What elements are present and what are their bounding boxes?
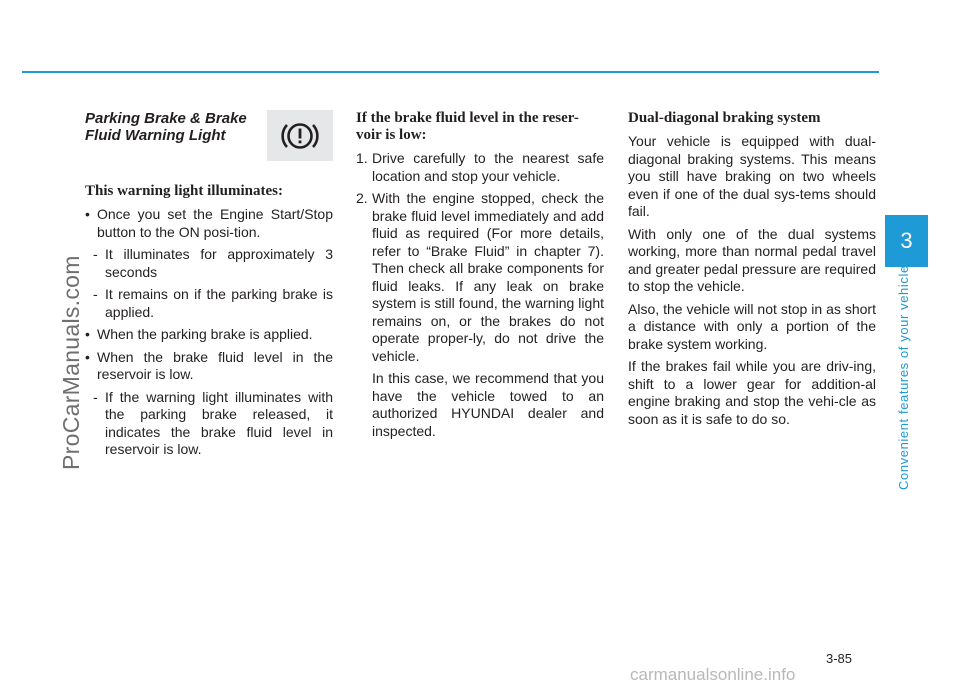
list-subitem: - It illuminates for approximately 3 seconds: [93, 246, 333, 280]
paragraph: Your vehicle is equipped with dual-diagonal braking systems. This means you still have braking on two wheels even if one of the dual sys-tems should fail.: [628, 133, 876, 219]
illuminates-heading: This warning light illuminates:: [85, 183, 283, 199]
footer-watermark: carmanualsonline.info: [630, 665, 796, 684]
dual-diagonal-heading: Dual-diagonal braking system: [628, 110, 821, 126]
list-item: • When the parking brake is applied.: [85, 326, 333, 344]
brake-warning-icon: [267, 110, 333, 161]
list-subitem: - It remains on if the parking brake is applied.: [93, 286, 333, 320]
step-note: In this case, we recommend that you have the vehicle towed to an authorized HYUNDAI dealer and inspected.: [372, 370, 604, 439]
step-item: 1. Drive carefully to the nearest safe location and stop your vehicle.: [356, 150, 604, 184]
paragraph: Also, the vehicle will not stop in as short a distance with only a portion of the brake system working.: [628, 300, 876, 352]
section-title-row: [85, 110, 333, 161]
column-warning-light: [85, 110, 333, 464]
page-number: 3-85: [826, 651, 853, 666]
paragraph: With only one of the dual systems working, more than normal pedal travel and greater pedal pressure are required to stop the vehicle.: [628, 225, 876, 294]
step-item: 2. With the engine stopped, check the brake fluid level immediately and add fluid as required (For more details, refer to “Brake Fluid” in chapter 7). Then check all brake components for fluid leaks. If any leak on brake system is still found, the warning light remains on, or the brakes do not operate proper-ly, do not drive the vehicle.: [356, 190, 604, 364]
section-title-line2: Fluid Warning Light: [85, 127, 226, 144]
fluid-low-heading: If the brake fluid level in the reser-voir is low:: [356, 110, 579, 143]
list-item: • Once you set the Engine Start/Stop button to the ON posi-tion.: [85, 206, 333, 241]
chapter-tab: 3: [885, 215, 928, 267]
list-subitem: - If the warning light illuminates with the parking brake released, it indicates the brake fluid level in reservoir is low.: [93, 388, 333, 457]
section-title: [85, 110, 247, 144]
paragraph: If the brakes fail while you are driv-ing, shift to a lower gear for addition-al engine braking and stop the vehi-cle as soon as it is safe to do so.: [628, 358, 876, 427]
column-fluid-low: [356, 110, 604, 445]
column-dual-diagonal: [628, 110, 876, 433]
section-title-line1: Parking Brake & Brake: [85, 110, 247, 127]
header-rule: [22, 71, 879, 73]
list-item: • When the brake fluid level in the reservoir is low.: [85, 349, 333, 384]
